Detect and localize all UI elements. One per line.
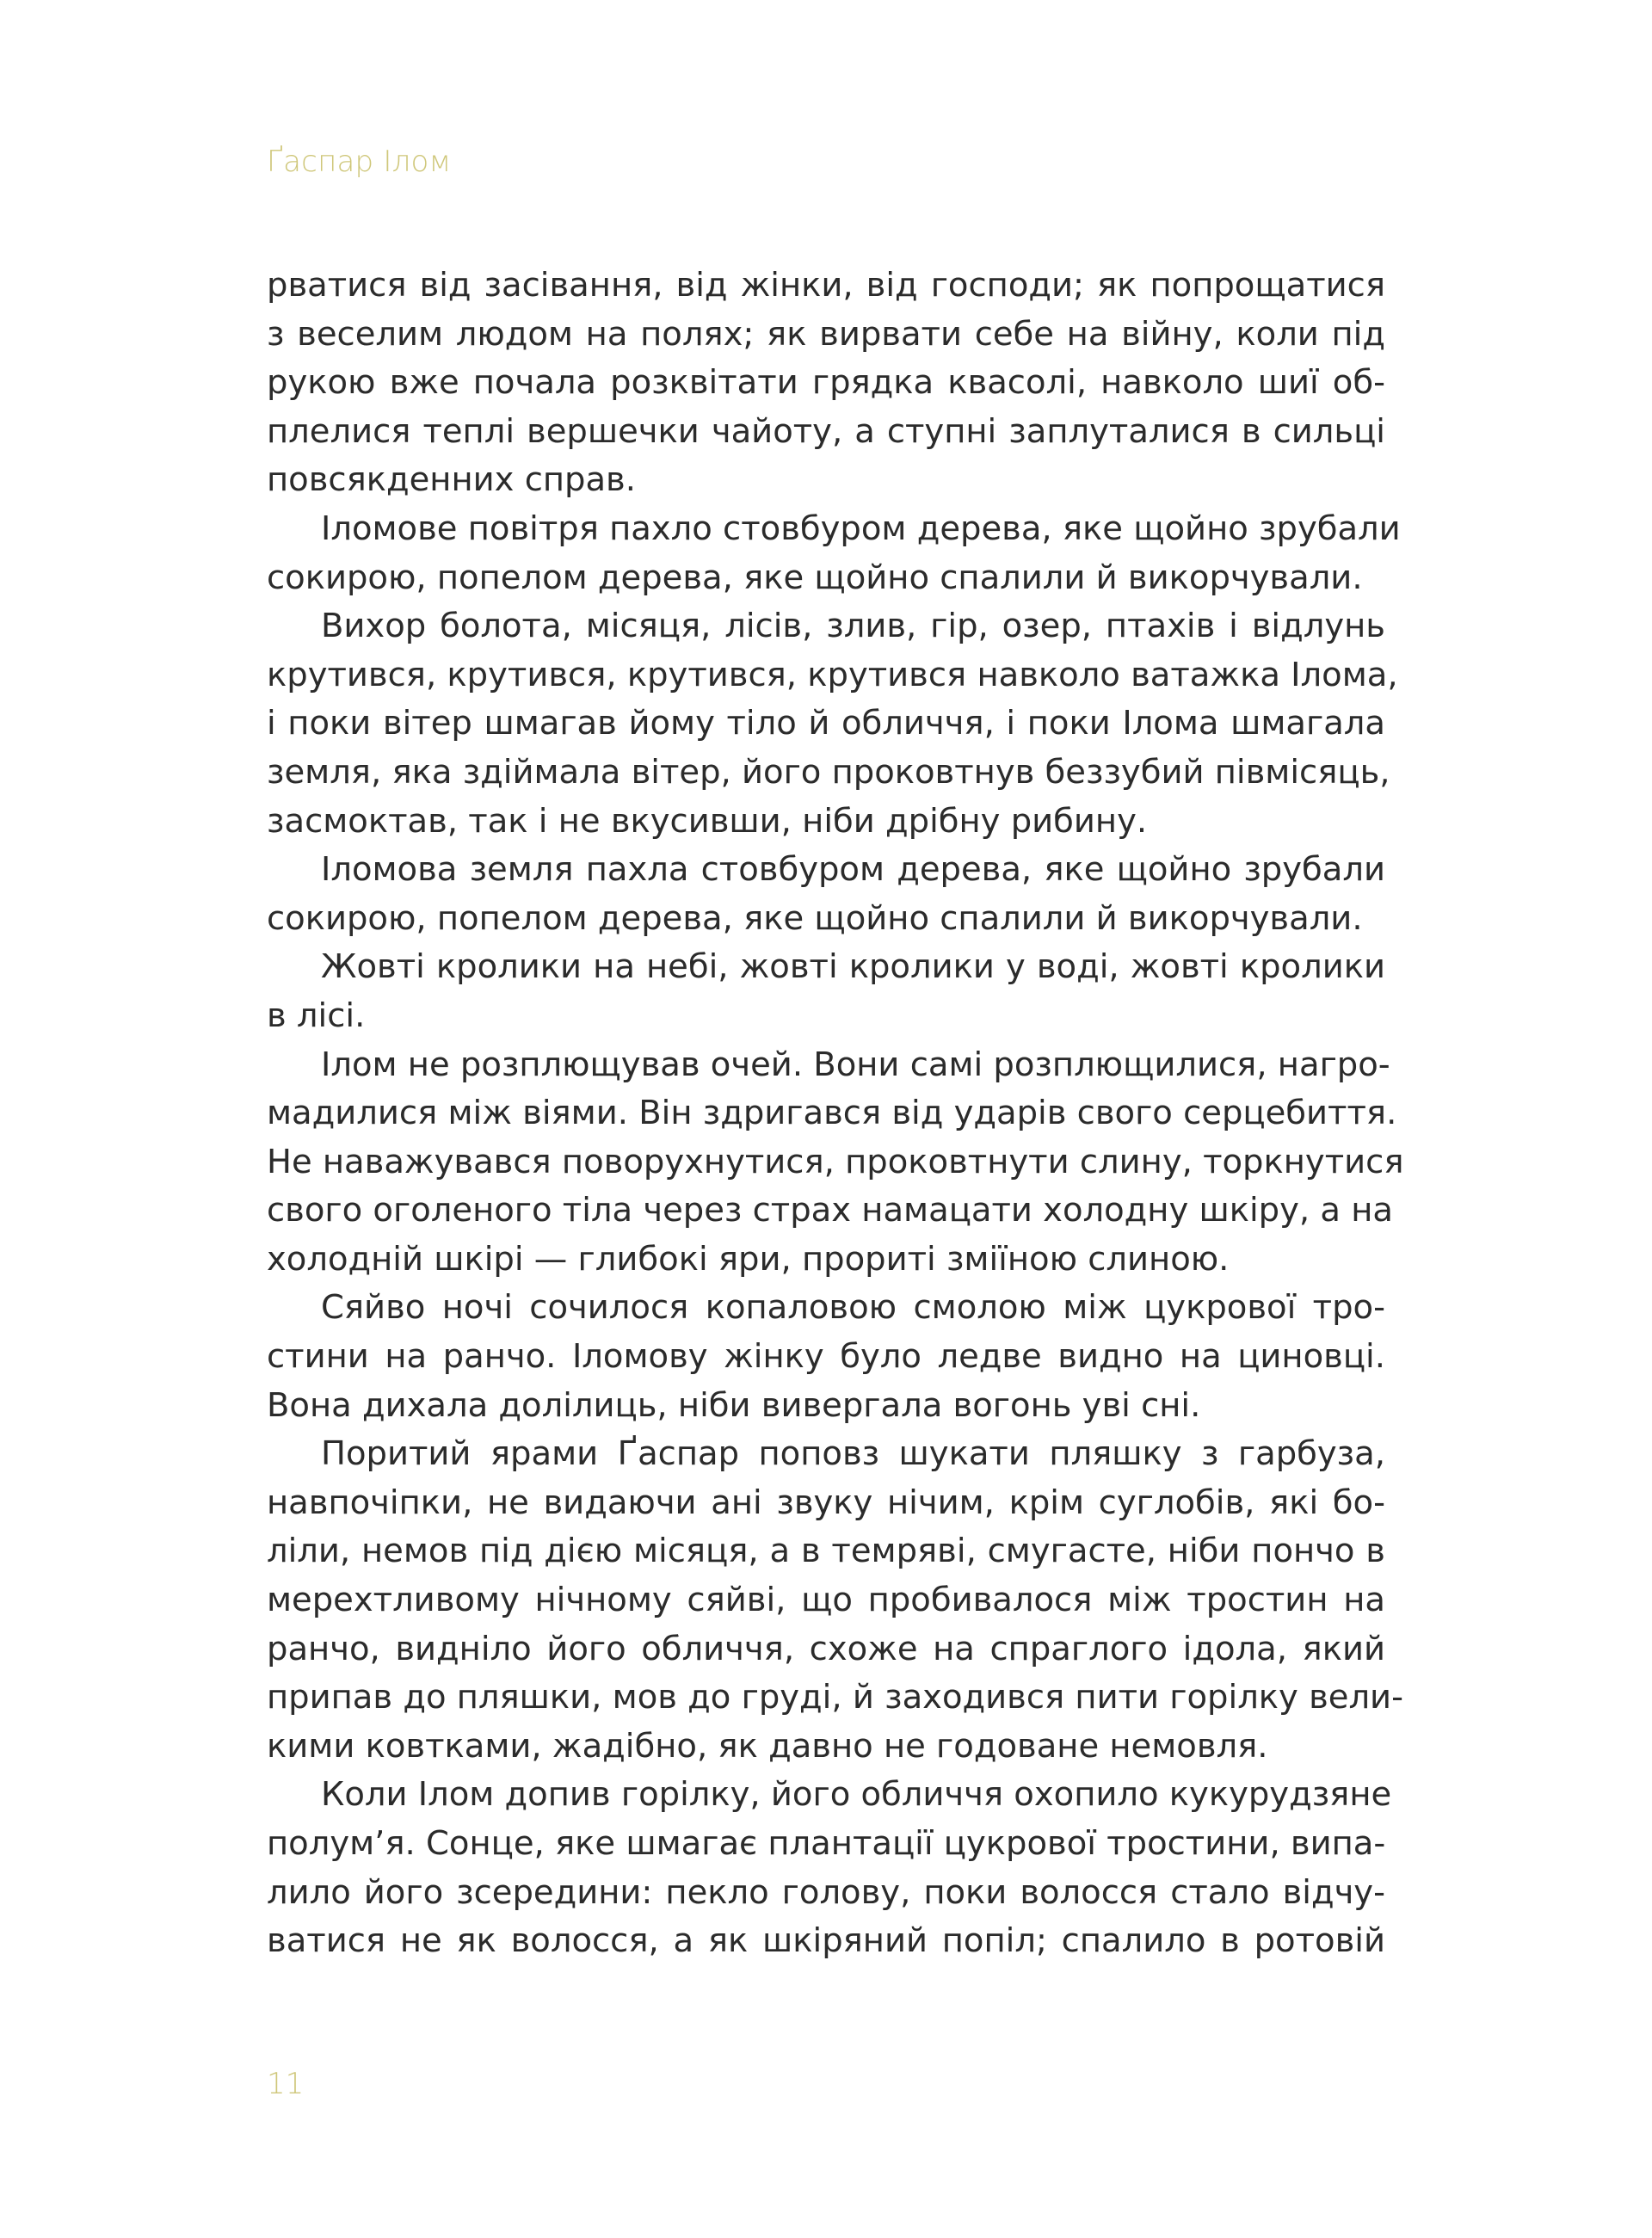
text-line: Іломова земля пахла стовбуром дерева, яке щойно зрубали [321,850,1385,890]
text-line: рватися від засівання, від жінки, від господи; як попрощатися [267,266,1385,305]
text-line: Іломове повітря пахло стовбуром дерева, яке щойно зрубали [321,509,1401,548]
text-line: повсякденних справ. [267,460,636,500]
text-line: лило його зсередини: пекло голову, поки волосся стало відчу- [267,1872,1385,1912]
text-line: кими ковтками, жадібно, як давно не годоване немовля. [267,1726,1268,1766]
text-line: в лісі. [267,996,366,1035]
text-line: засмоктав, так і не вкусивши, ніби дрібну рибину. [267,801,1148,841]
text-line: крутився, крутився, крутився, крутився навколо ватажка Ілома, [267,655,1398,694]
text-line: Жовті кролики на небі, жовті кролики у воді, жовті кролики [321,947,1385,987]
text-line: Ілом не розплющував очей. Вони самі розплющилися, нагро- [321,1045,1390,1084]
running-head: Ґаспар Ілом [267,145,452,179]
text-line: ватися не як волосся, а як шкіряний попіл; спалило в ротовій [267,1921,1385,1961]
text-line: Не наважувався поворухнутися, проковтнути слину, торкнутися [267,1142,1404,1181]
text-line: з веселим людом на полях; як вирвати себе на війну, коли під [267,314,1385,354]
text-line: і поки вітер шмагав йому тіло й обличчя, і поки Ілома шмагала [267,704,1385,743]
text-line: ранчо, видніло його обличчя, схоже на спраглого ідола, який [267,1629,1385,1668]
text-line: Сяйво ночі сочилося копаловою смолою між цукрової тро- [321,1288,1385,1328]
text-line: свого оголеного тіла через страх намацати холодну шкіру, а на [267,1191,1393,1230]
paragraph [267,602,1398,846]
text-line: ліли, немов під дією місяця, а в темряві, смугасте, ніби пончо в [267,1532,1385,1571]
text-line: холодній шкірі — глибокі яри, прориті зміїною слиною. [267,1239,1230,1279]
text-line: плелися теплі вершечки чайоту, а ступні заплуталися в сильці [267,411,1385,451]
text-line: Коли Ілом допив горілку, його обличчя охопило кукурудзяне [321,1775,1392,1815]
paragraph [267,505,1401,602]
text-line: навпочіпки, не видаючи ані звуку нічим, крім суглобів, які бо- [267,1483,1385,1522]
text-line: мадилися між віями. Він здригався від ударів свого серцебиття. [267,1094,1397,1133]
text-line: полум’я. Сонце, яке шмагає плантації цукрової тростини, випа- [267,1824,1386,1863]
paragraph [267,846,1385,943]
page-number: 11 [267,2067,305,2101]
paragraph [267,1771,1392,1965]
paragraph [267,1041,1404,1285]
paragraph [267,1284,1385,1430]
text-line: стини на ранчо. Іломову жінку було ледве видно на циновці. [267,1337,1385,1377]
text-line: Поритий ярами Ґаспар поповз шукати пляшку з гарбуза, [321,1434,1385,1474]
text-line: Вона дихала долілиць, ніби вивергала вогонь уві сні. [267,1385,1201,1425]
body-text [267,262,1404,1966]
paragraph [267,1430,1403,1771]
text-line: Вихор болота, місяця, лісів, злив, гір, озер, птахів і відлунь [321,607,1385,646]
paragraph [267,943,1385,1040]
text-line: мерехтливому нічному сяйві, що пробивалося між тростин на [267,1581,1385,1620]
paragraph [267,262,1385,505]
text-line: сокирою, попелом дерева, яке щойно спалили й викорчували. [267,898,1363,938]
text-line: припав до пляшки, мов до груді, й заходився пити горілку вели- [267,1678,1403,1717]
text-line: земля, яка здіймала вітер, його проковтнув беззубий півмісяць, [267,752,1390,792]
text-line: рукою вже почала розквітати грядка квасолі, навколо шиї об- [267,363,1385,403]
text-line: сокирою, попелом дерева, яке щойно спалили й викорчували. [267,558,1363,597]
